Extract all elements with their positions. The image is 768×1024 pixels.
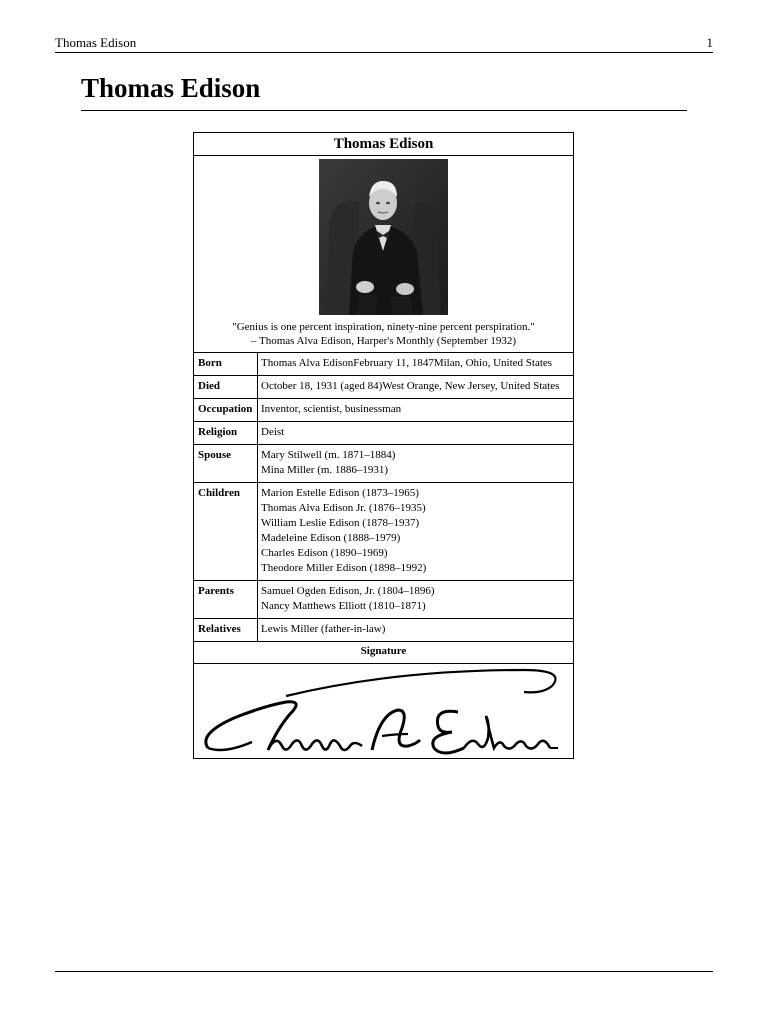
infobox-image-cell — [194, 156, 573, 353]
infobox-row-spouse — [194, 445, 573, 483]
quote-text: "Genius is one percent inspiration, ninety-nine percent perspiration." — [232, 321, 535, 333]
value-line: William Leslie Edison (1878–1937) — [261, 517, 420, 529]
infobox-row-children — [194, 483, 573, 581]
running-header — [55, 34, 713, 53]
quote-attribution: – Thomas Alva Edison, Harper's Monthly (September 1932) — [250, 335, 517, 347]
value-line: Thomas Alva EdisonFebruary 11, 1847Milan, Ohio, United States — [261, 357, 553, 369]
running-header-title: Thomas Edison — [55, 35, 137, 50]
value-line: Mina Miller (m. 1886–1931) — [261, 464, 389, 476]
row-value — [258, 581, 435, 618]
portrait-photo-icon — [319, 159, 448, 315]
infobox-row-died — [194, 376, 573, 399]
value-line: Charles Edison (1890–1969) — [261, 547, 388, 559]
row-value — [258, 399, 401, 421]
signature-cell — [194, 664, 573, 758]
row-label: Parents — [194, 581, 258, 618]
value-line: Nancy Matthews Elliott (1810–1871) — [261, 600, 426, 612]
value-line: Mary Stilwell (m. 1871–1884) — [261, 449, 396, 461]
value-line: Samuel Ogden Edison, Jr. (1804–1896) — [261, 585, 435, 597]
signature-label: Signature — [194, 642, 573, 664]
signature-icon — [194, 664, 573, 758]
value-line: Madeleine Edison (1888–1979) — [261, 532, 401, 544]
row-value — [258, 353, 552, 375]
value-line: Marion Estelle Edison (1873–1965) — [261, 487, 419, 499]
value-line: Deist — [261, 426, 285, 438]
quote — [194, 320, 573, 348]
row-label: Relatives — [194, 619, 258, 641]
infobox — [193, 132, 574, 759]
infobox-row-born — [194, 353, 573, 376]
value-line: Inventor, scientist, businessman — [261, 403, 402, 415]
row-value — [258, 422, 284, 444]
row-label: Children — [194, 483, 258, 580]
page-title: Thomas Edison — [81, 70, 687, 111]
row-label: Born — [194, 353, 258, 375]
row-label: Died — [194, 376, 258, 398]
infobox-row-parents — [194, 581, 573, 619]
infobox-row-religion — [194, 422, 573, 445]
row-value — [258, 445, 395, 482]
value-line: Thomas Alva Edison Jr. (1876–1935) — [261, 502, 426, 514]
infobox-row-relatives — [194, 619, 573, 642]
value-line: October 18, 1931 (aged 84)West Orange, New Jersey, United States — [261, 380, 560, 392]
infobox-caption: Thomas Edison — [194, 133, 573, 156]
footer-rule — [55, 971, 713, 972]
infobox-row-occupation — [194, 399, 573, 422]
row-label: Religion — [194, 422, 258, 444]
page-number: 1 — [706, 35, 713, 50]
row-value — [258, 483, 426, 580]
value-line: Theodore Miller Edison (1898–1992) — [261, 562, 427, 574]
row-label: Spouse — [194, 445, 258, 482]
value-line: Lewis Miller (father-in-law) — [261, 623, 386, 635]
row-value — [258, 376, 559, 398]
row-label: Occupation — [194, 399, 258, 421]
row-value — [258, 619, 385, 641]
